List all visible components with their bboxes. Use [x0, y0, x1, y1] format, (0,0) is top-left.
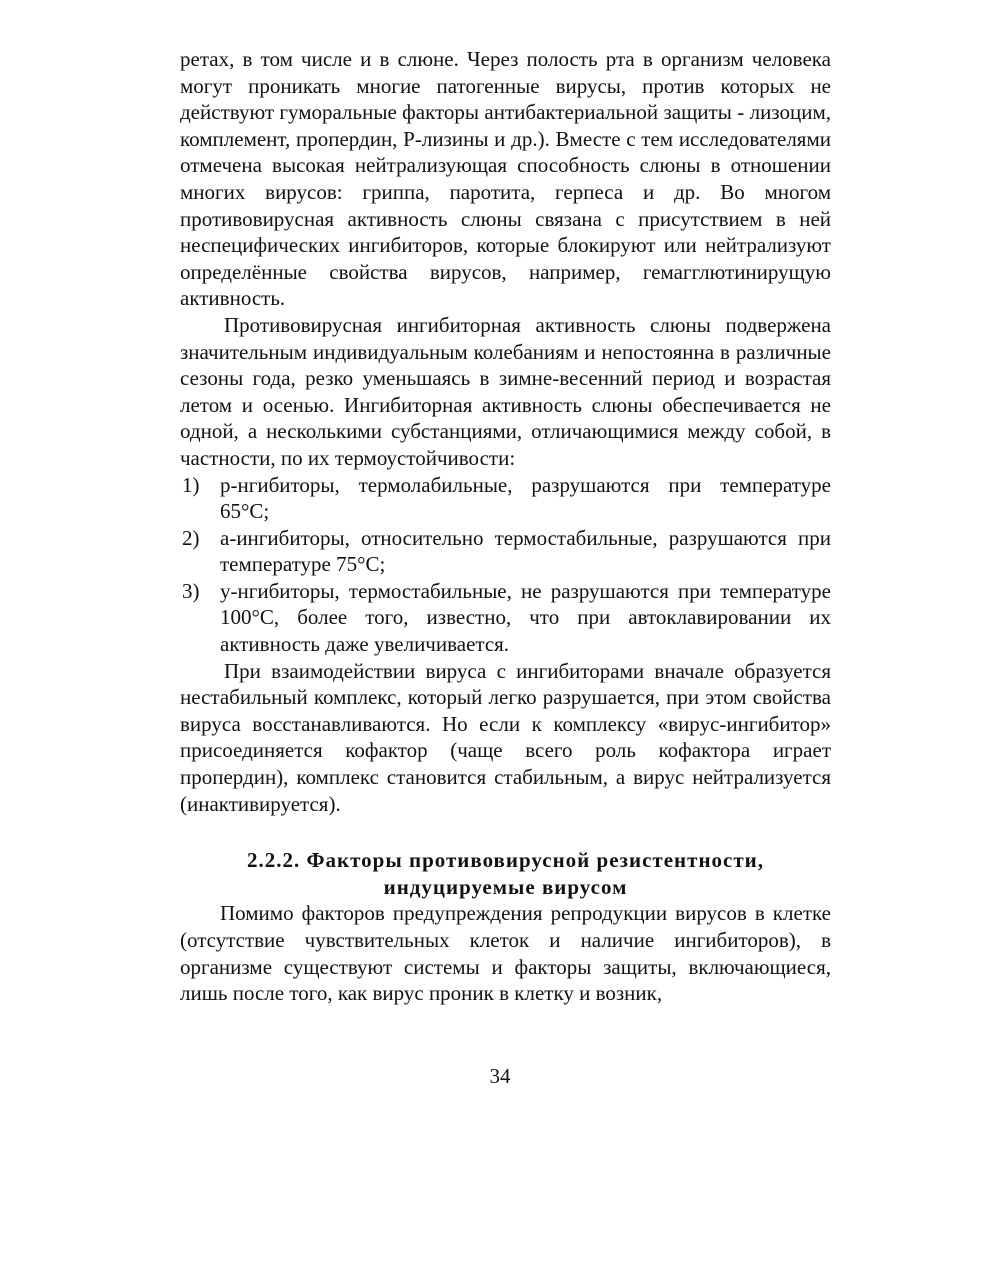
- list-item: [180, 578, 831, 658]
- paragraph-4: Помимо факторов предупреждения репродукции вирусов в клетке (отсутствие чувствительных клеток и наличие ингибиторов), в организме существуют системы и факторы защиты, включающиеся, лишь после того, как вирус проник в клетку и возник,: [180, 901, 831, 1006]
- list-item-text: р-нгибиторы, термолабильные, разрушаются при температуре 65°С;: [220, 472, 831, 524]
- page-number: 34: [489, 1064, 511, 1088]
- paragraph-1: ретах, в том числе и в слюне. Через полость рта в организм человека могут проникать многие патогенные вирусы, против которых не действуют гуморальные факторы антибактериальной защиты - лизоцим, комплемент, пропердин, Р-лизины и др.). Вместе с тем исследователями отмечена высокая нейтрализующая способность слюны в отношении многих вирусов: гриппа, паротита, герпеса и др. Во многом противовирусная активность слюны связана с присутствием в ней неспецифических ингибиторов, которые блокируют или нейтрализуют определённые свойства вирусов, например, гемагглютинирущую активность.: [180, 47, 831, 311]
- list-item: [180, 525, 831, 578]
- text-block: [180, 46, 831, 1007]
- inhibitor-list: [180, 472, 831, 658]
- list-item-text: а-ингибиторы, относительно термостабильные, разрушаются при температуре 75°С;: [220, 525, 831, 577]
- list-item: [180, 472, 831, 525]
- section-heading: [180, 847, 831, 900]
- paragraph-3: При взаимодействии вируса с ингибиторами вначале образуется нестабильный комплекс, который легко разрушается, при этом свойства вируса восстанавливаются. Но если к комплексу «вирус-ингибитор» присоединяется кофактор (чаще всего роль кофактора играет пропердин), комплекс становится стабильным, а вирус нейтрализуется (инактивируется).: [180, 658, 831, 816]
- section-heading-line-2: индуцируемые вирусом: [383, 874, 628, 899]
- list-number: 1): [182, 472, 200, 497]
- section-heading-line-1: 2.2.2. Факторы противовирусной резистентности,: [246, 848, 765, 873]
- list-number: 3): [182, 578, 200, 603]
- paragraph-2: Противовирусная ингибиторная активность слюны подвержена значительным индивидуальным колебаниям и непостоянна в различные сезоны года, резко уменьшаясь в зимне-весенний период и возрастая летом и осенью. Ингибиторная активность слюны обеспечивается не одной, а несколькими субстанциями, отличающимися между собой, в частности, по их термоустойчивости:: [180, 312, 831, 470]
- list-item-text: у-нгибиторы, термостабильные, не разрушаются при температуре 100°С, более того, известно, что при автоклавировании их активность даже увеличивается.: [220, 578, 831, 657]
- list-number: 2): [182, 525, 200, 550]
